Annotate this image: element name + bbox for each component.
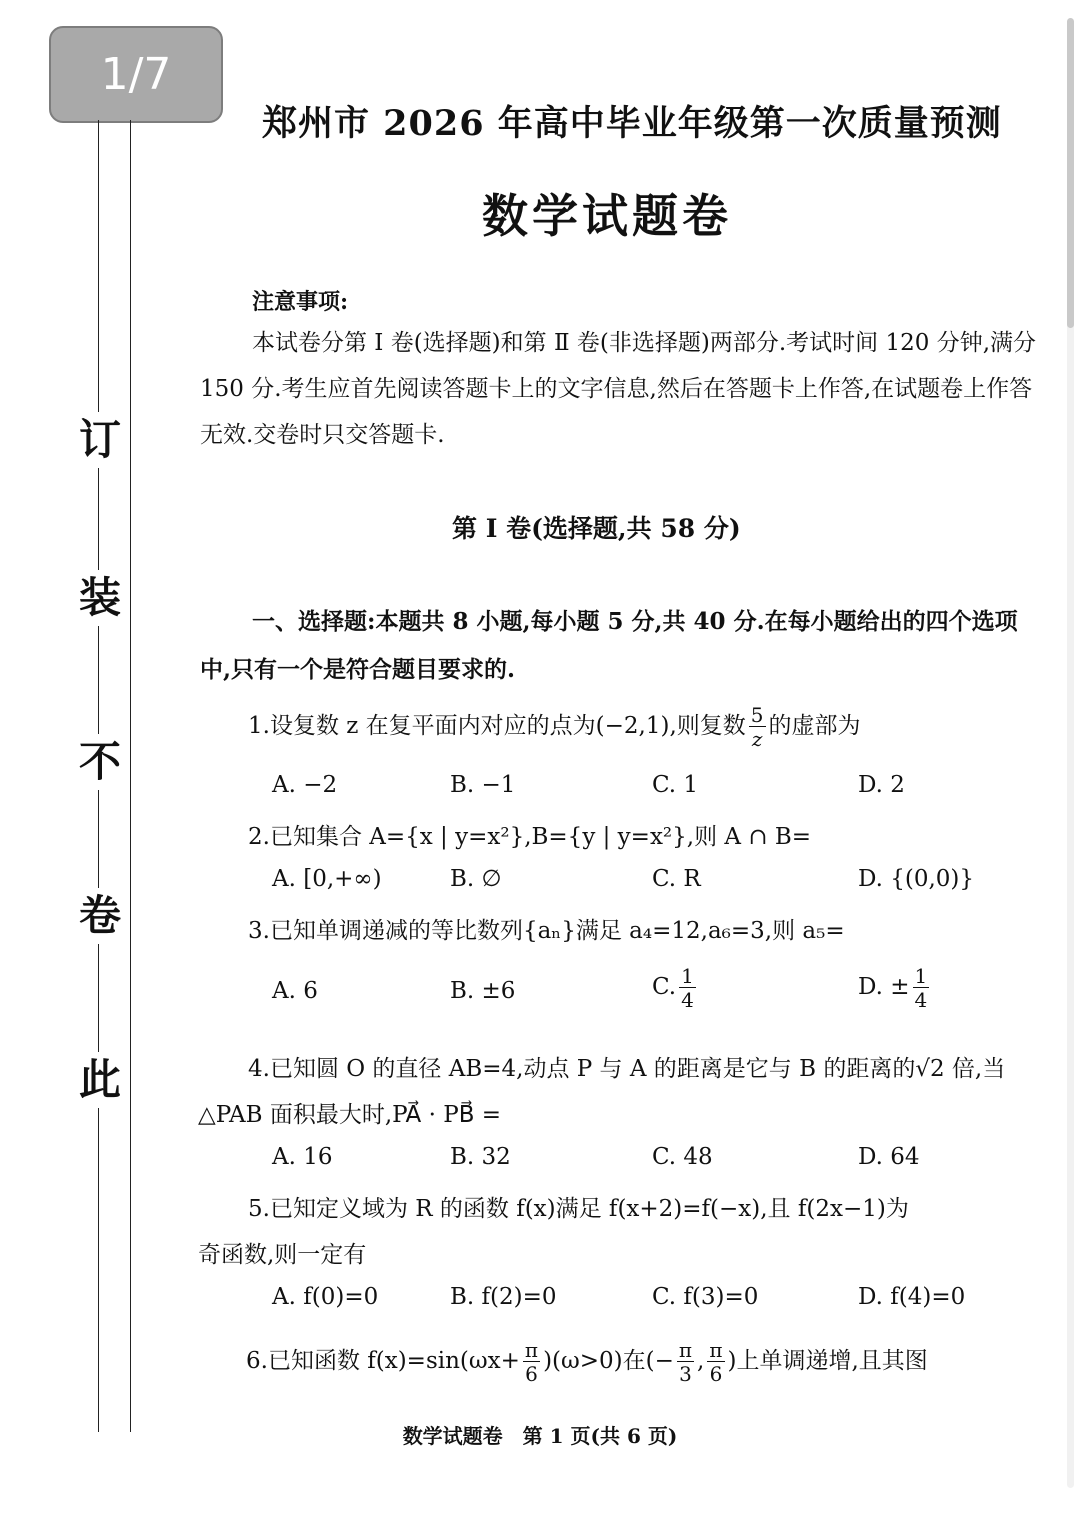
q6-f3-den: 6	[709, 1362, 723, 1386]
question-5-line-2: 奇函数,则一定有	[198, 1242, 367, 1268]
q1-stem-a: 1.设复数 z 在复平面内对应的点为(−2,1),则复数	[248, 713, 746, 739]
q4-option-d[interactable]: D. 64	[858, 1144, 920, 1170]
scrollbar-thumb[interactable]	[1067, 18, 1074, 328]
q6-part-d: )上单调递增,且其图	[727, 1348, 928, 1374]
gutter-char: 卷	[72, 888, 128, 944]
q1-frac-den: z	[751, 727, 763, 751]
q1-frac-num: 5	[750, 703, 764, 727]
q6-f1-num: π	[524, 1338, 539, 1362]
q4-option-b[interactable]: B. 32	[450, 1144, 511, 1170]
q6-f2-num: π	[678, 1338, 693, 1362]
question-2: 2.已知集合 A={x | y=x²},B={y | y=x²},则 A ∩ B=	[248, 824, 812, 850]
q2-option-d[interactable]: D. {(0,0)}	[858, 866, 975, 892]
question-5-line-1: 5.已知定义域为 R 的函数 f(x)满足 f(x+2)=f(−x),且 f(2x−1)为	[248, 1196, 909, 1222]
q3-c-num: 1	[681, 964, 694, 988]
q2-option-b[interactable]: B. ∅	[450, 866, 502, 892]
q3-option-c[interactable]	[652, 966, 699, 1010]
page-indicator-text: 1/7	[100, 49, 172, 100]
q1-option-c[interactable]: C. 1	[652, 772, 699, 798]
question-1	[248, 705, 861, 749]
q1-stem-b: 的虚部为	[768, 713, 861, 739]
q6-f3-num: π	[709, 1338, 723, 1362]
exam-subtitle: 数学试题卷	[482, 189, 732, 243]
question-3: 3.已知单调递减的等比数列{aₙ}满足 a₄=12,a₆=3,则 a₅=	[248, 918, 845, 944]
q6-fraction-3	[707, 1340, 724, 1384]
q5-option-b[interactable]: B. f(2)=0	[450, 1284, 557, 1310]
q2-option-c[interactable]: C. R	[652, 866, 701, 892]
q5-option-c[interactable]: C. f(3)=0	[652, 1284, 759, 1310]
binding-line-right	[130, 120, 131, 1432]
exam-title: 郑州市 2026 年高中毕业年级第一次质量预测	[262, 103, 1002, 144]
q1-option-b[interactable]: B. −1	[450, 772, 516, 798]
gutter-char: 装	[72, 570, 128, 626]
q6-fraction-1	[523, 1340, 540, 1384]
question-4-line-1: 4.已知圆 O 的直径 AB=4,动点 P 与 A 的距离是它与 B 的距离的√2 倍,当	[248, 1056, 1006, 1082]
q3-option-d[interactable]	[858, 966, 932, 1010]
q3-option-c-fraction	[679, 966, 696, 1010]
q3-c-den: 4	[681, 988, 694, 1012]
mc-instructions: 一、选择题:本题共 8 小题,每小题 5 分,共 40 分.在每小题给出的四个选项中,只有一个是符合题目要求的.	[200, 608, 1018, 683]
q1-option-d[interactable]: D. 2	[858, 772, 905, 798]
notice-heading: 注意事项:	[252, 289, 349, 315]
q6-part-a: 6.已知函数 f(x)=sin(ωx+	[246, 1348, 520, 1374]
question-4-line-2: △PAB 面积最大时,PA⃗ · PB⃗ =	[198, 1102, 502, 1128]
q3-option-b[interactable]: B. ±6	[450, 978, 516, 1004]
q6-fraction-2	[677, 1340, 694, 1384]
q2-option-a[interactable]: A. [0,+∞)	[272, 866, 382, 892]
q3-option-a[interactable]: A. 6	[272, 978, 318, 1004]
section-title: 第 Ⅰ 卷(选择题,共 58 分)	[452, 514, 741, 543]
gutter-char: 不	[72, 734, 128, 790]
q5-option-a[interactable]: A. f(0)=0	[272, 1284, 379, 1310]
q1-fraction	[749, 705, 766, 749]
q6-part-b: )(ω>0)在(−	[543, 1348, 674, 1374]
q6-f2-den: 3	[679, 1362, 692, 1386]
q3-d-num: 1	[914, 964, 928, 988]
question-6	[246, 1340, 928, 1384]
q6-f1-den: 6	[525, 1362, 538, 1386]
notice-body: 本试卷分第 Ⅰ 卷(选择题)和第 Ⅱ 卷(非选择题)两部分.考试时间 120 分钟,满分 150 分.考生应首先阅读答题卡上的文字信息,然后在答题卡上作答,在试题卷上作答无效.交卷时只交答题卡.	[200, 330, 1036, 448]
q4-option-c[interactable]: C. 48	[652, 1144, 713, 1170]
q5-option-d[interactable]: D. f(4)=0	[858, 1284, 966, 1310]
q3-option-d-label: D. ±	[858, 974, 910, 1000]
page-indicator-badge	[49, 26, 223, 123]
q1-option-a[interactable]: A. −2	[272, 772, 338, 798]
page-footer: 数学试题卷 第 1 页(共 6 页)	[402, 1424, 678, 1448]
q4-option-a[interactable]: A. 16	[272, 1144, 333, 1170]
q6-part-c: ,	[697, 1348, 705, 1374]
gutter-char: 此	[72, 1052, 128, 1108]
gutter-char: 订	[72, 412, 128, 468]
q3-d-den: 4	[914, 988, 928, 1012]
q3-option-c-label: C.	[652, 974, 677, 1000]
q3-option-d-fraction	[913, 966, 930, 1010]
